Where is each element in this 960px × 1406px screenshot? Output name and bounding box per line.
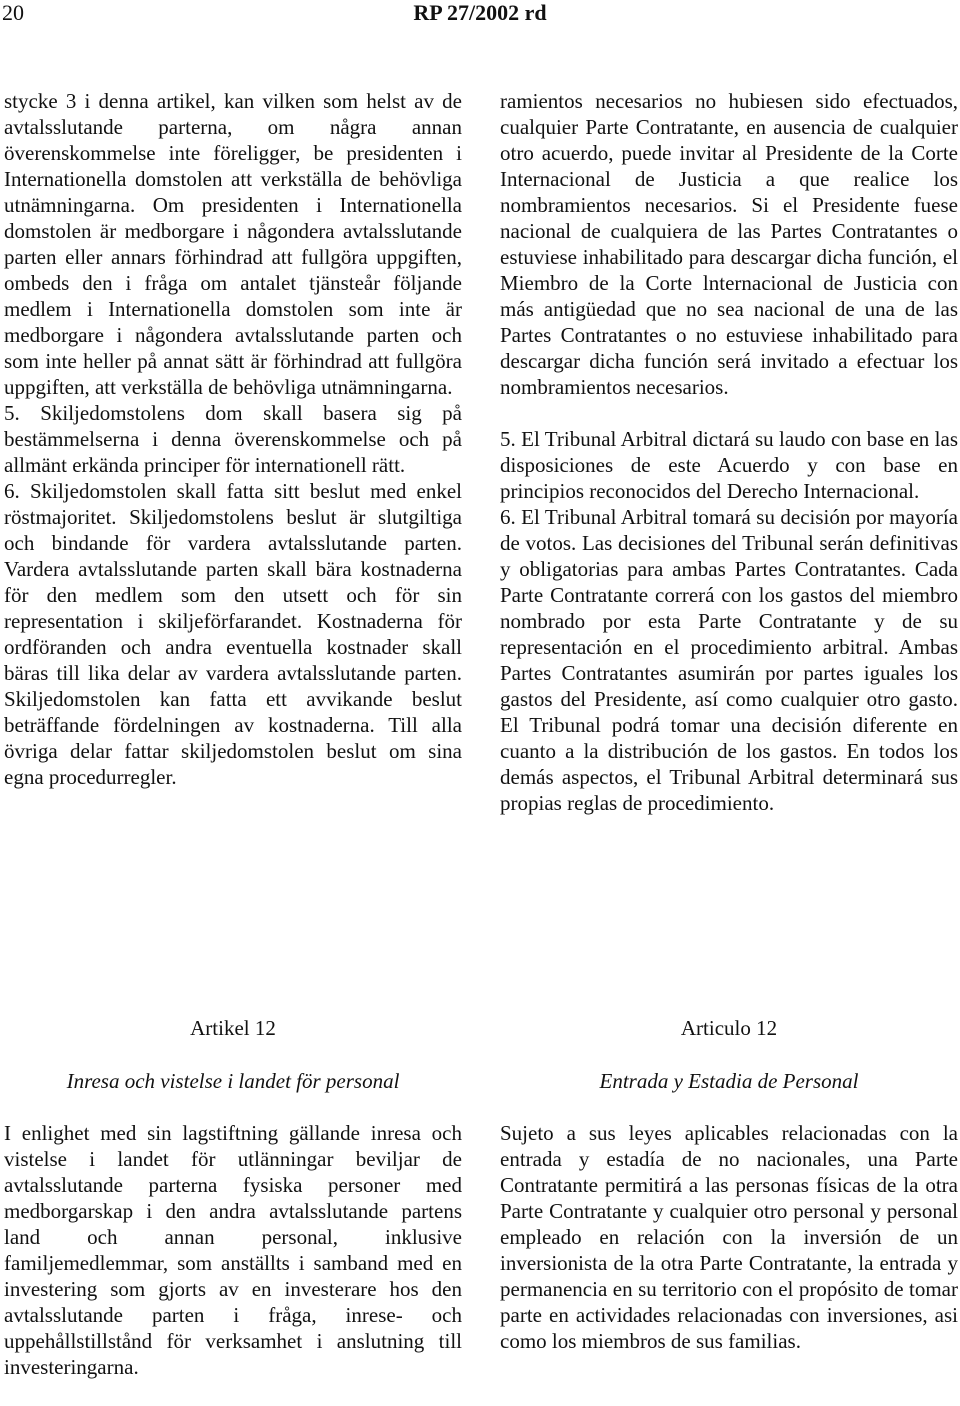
swedish-paragraph-arbitrator-appointment: stycke 3 i denna artikel, kan vilken som helst av de avtalsslutande parterna, om några annan överenskommelse inte föreligger, be presidenten i Internationella domstolen att verkställa de behövliga utnämningarna. Om presidenten i Internationella domstolen är medborgare i någondera avtalsslutande parten eller annars förhindrad att fullgöra uppgiften, ombeds den i fråga om antalet tjänsteår följande medlem i Internationella domstolen som inte är medborgare i någondera avtalsslutande parten och som inte heller på annat sätt är förhindrad att fullgöra uppgiften, att verkställa de behövliga utnämningarna.	[4, 89, 462, 399]
swedish-column-top	[4, 88, 462, 790]
swedish-paragraph-6: 6. Skiljedomstolen skall fatta sitt beslut med enkel röstmajoritet. Skiljedomstolens beslut är slutgiltiga och bindande för vardera avtalsslutande parten. Vardera avtalsslutande parten skall bära kostnaderna för den medlem som den utsett och för sin representation i skiljeförfarandet. Kostnaderna för ordföranden och andra eventuella kostnader skall bäras till lika delar av vardera avtalsslutande parten. Skiljedomstolen kan fatta ett avvikande beslut beträffande fördelningen av kostnaderna. Till alla övriga delar fattar skiljedomstolen beslut om sina egna procedurregler.	[4, 479, 462, 789]
swedish-article-heading: Artikel 12	[190, 1016, 276, 1040]
swedish-article-paragraph: I enlighet med sin lagstiftning gällande inresa och vistelse i landet för utlänningar beviljar de avtalsslutande parterna fysiska personer med medborgarskap i den andra avtalsslutande partens land och annan personal, inklusive familjemedlemmar, som anställts i samband med en investering som gjorts av en investerare hos den avtalsslutande parten i fråga, inrese- och uppehållstillstånd för verksamhet i anslutning till investeringarna.	[4, 1121, 462, 1379]
swedish-article-body	[4, 1120, 462, 1380]
swedish-article-subtitle: Inresa och vistelse i landet för personal	[66, 1069, 400, 1093]
spanish-paragraph-arbitrator-appointment: ramientos necesarios no hubiesen sido efectuados, cualquier Parte Contratante, en ausencia de cualquier otro acuerdo, puede invitar al Presidente de la Corte Internacional de Justicia a que realice los nombramientos necesarios. Si el Presidente fuese nacional de cualquiera de las Partes Contratantes o estuviese inhabilitado para descargar dicha función, el Miembro de la Corte lnternacional de Justicia con más antigüedad que no sea nacional de una de las Partes Contratantes o no estuviese inhabilitado para descargar dicha función será invitado a efectuar los nombramientos necesarios.	[500, 89, 958, 399]
swedish-paragraph-5: 5. Skiljedomstolens dom skall basera sig på bestämmelserna i denna överenskommelse och på allmänt erkända principer för internationell rätt.	[4, 401, 462, 477]
spanish-article-heading: Articulo 12	[680, 1016, 778, 1040]
spanish-article-paragraph: Sujeto a sus leyes aplicables relacionadas con la entrada y estadía de no nacionales, una Parte Contratante permitirá a las personas físicas de la otra Parte Contratante y cualquier otro personal y personal empleado en relación con la inversión de un inversionista de la otra Parte Contratante, la entrada y permanencia en su territorio con el propósito de tomar parte en actividades relacionadas con inversiones, asi como los miembros de sus familias.	[500, 1121, 958, 1353]
spanish-article-subtitle: Entrada y Estadia de Personal	[599, 1069, 859, 1093]
page-number: 20	[2, 0, 24, 25]
document-reference: RP 27/2002 rd	[413, 0, 547, 25]
spanish-column-top	[500, 88, 958, 816]
spanish-article-body	[500, 1120, 958, 1354]
spanish-paragraph-6: 6. El Tribunal Arbitral tomará su decisión por mayoría de votos. Las decisiones del Tribunal serán definitivas y obligatorias para ambas Partes Contratantes. Cada Parte Contratante correrá con los gastos del miembro nombrado por esta Parte Contratante y de su representación en el procedimiento arbitral. Ambas Partes Contratantes asumirán por partes iguales los gastos del Presidente, así como cualquier otro gasto. El Tribunal podrá tomar una decisión diferente en cuanto a la distribución de los gastos. En todos los demás aspectos, el Tribunal Arbitral determinará sus propias reglas de procedimiento.	[500, 505, 958, 815]
spanish-paragraph-5: 5. El Tribunal Arbitral dictará su laudo con base en las disposiciones de este Acuerdo y con base en principios reconocidos del Derecho Internacional.	[500, 427, 958, 503]
page-header	[0, 0, 960, 30]
